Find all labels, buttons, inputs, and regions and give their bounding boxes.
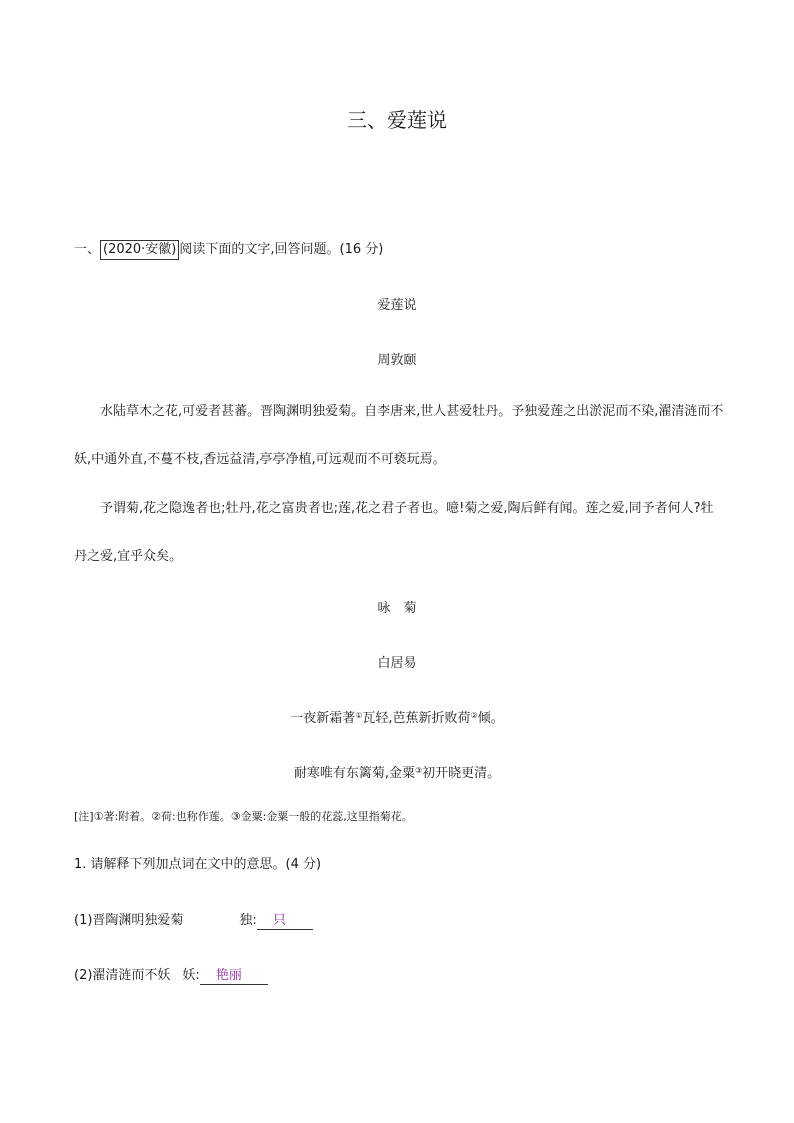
poem-author: 白居易 [377, 656, 417, 671]
page-title: 三、爱莲说 [347, 108, 447, 132]
essay-paragraph-1: 水陆草木之花,可爱者甚蕃。晋陶渊明独爱菊。自李唐来,世人甚爱牡丹。予独爱莲之出淤泥而不染,濯清涟而不妖,中通外直,不蔓不枝,香远益清,亭亭净植,可远观而不可亵玩焉。 [74, 404, 724, 467]
poem-line-2 [0, 762, 794, 781]
item-1-sentence: (1)晋陶渊明独爱菊 [74, 913, 184, 928]
item-1-word: 独: [239, 913, 257, 928]
poem-line-1-part-b: 瓦轻,芭蕉新折败荷 [362, 711, 471, 726]
essay-paragraph-2: 予谓菊,花之隐逸者也;牡丹,花之富贵者也;莲,花之君子者也。噫!菊之爱,陶后鲜有闻。莲之爱,同予者何人?牡丹之爱,宜乎众矣。 [74, 501, 714, 564]
question-prompt: 阅读下面的文字,回答问题。(16 分) [179, 242, 384, 257]
source-tag: (2020·安徽) [100, 240, 179, 260]
footnote-marker-3: ③ [414, 766, 423, 775]
poem-line-2-part-b: 初开晓更清。 [422, 766, 501, 781]
question-number: 一、 [74, 242, 101, 257]
essay-title: 爱莲说 [377, 298, 417, 313]
poem-line-1-part-c: 倾。 [477, 711, 504, 726]
answer-1: 只 [272, 913, 286, 928]
question-header [74, 238, 383, 260]
footnote-marker-2: ② [470, 711, 478, 720]
footnote-marker-1: ① [355, 711, 363, 720]
poem-line-1-part-a: 一夜新霜著 [290, 711, 356, 726]
sub-question-item-2 [74, 964, 268, 985]
answer-blank-1[interactable] [257, 913, 313, 930]
footnote: [注]①著:附着。②荷:也称作莲。③金粟:金粟一般的花蕊,这里指菊花。 [74, 810, 413, 823]
poem-line-1 [0, 707, 794, 726]
essay-author: 周敦颐 [377, 353, 417, 368]
sub-question-item-1 [74, 909, 313, 930]
sub-question-prompt: 1. 请解释下列加点词在文中的意思。(4 分) [74, 857, 322, 872]
answer-2: 艳丽 [215, 968, 242, 983]
item-2-sentence: (2)濯清涟而不妖 [74, 968, 171, 983]
answer-blank-2[interactable] [200, 968, 268, 985]
poem-title: 咏 菊 [377, 601, 417, 616]
poem-line-2-part-a: 耐寒唯有东篱菊,金粟 [293, 766, 415, 781]
item-2-word: 妖: [182, 968, 200, 983]
